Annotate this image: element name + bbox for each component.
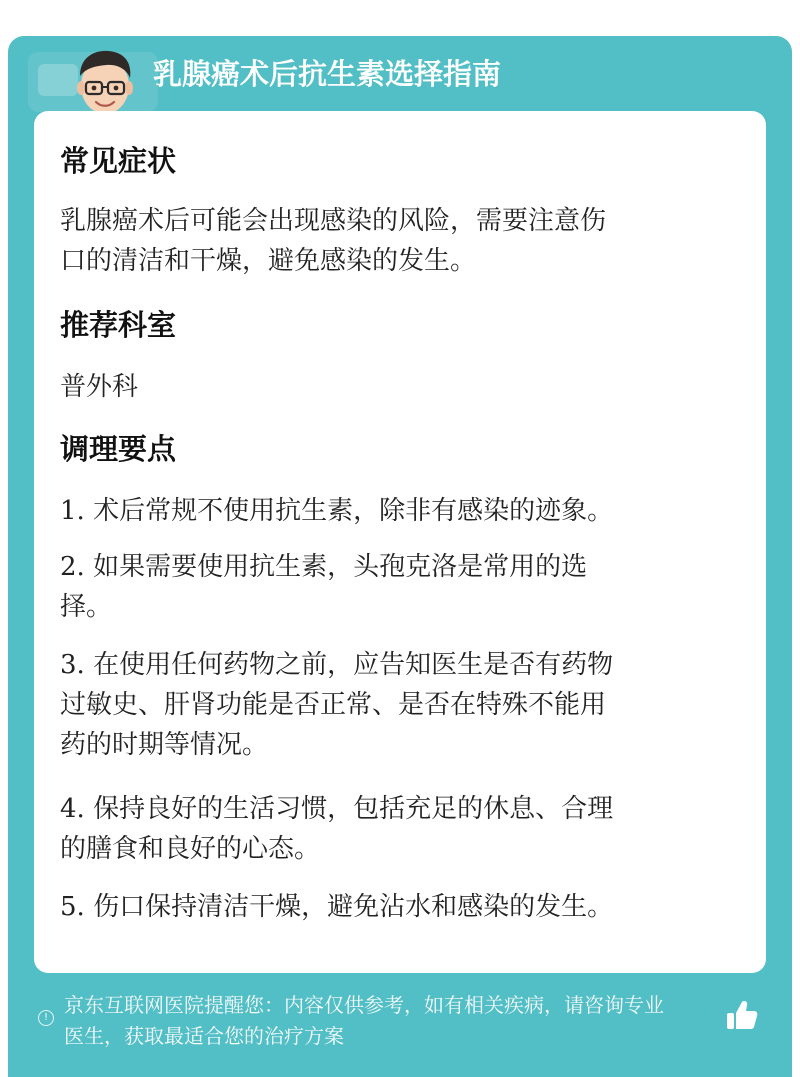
- care-item-text: 的膳食和良好的心态。: [60, 834, 321, 864]
- disclaimer-text: [64, 990, 724, 1052]
- section-title-symptoms: 常见症状: [60, 144, 177, 178]
- care-item-number: 4.: [60, 794, 85, 824]
- care-item: [60, 789, 740, 869]
- care-item-number: 5.: [60, 892, 85, 922]
- symptoms-line: 口的清洁和干燥，避免感染的发生。: [60, 246, 477, 276]
- thumbs-up-icon[interactable]: [724, 998, 760, 1034]
- disclaimer-line: 医生，获取最适合您的治疗方案: [64, 1024, 344, 1048]
- care-item-text: 择。: [60, 592, 113, 622]
- care-item-text: 保持良好的生活习惯，包括充足的休息、合理: [93, 794, 614, 824]
- content-card: [34, 111, 766, 973]
- care-item-number: 1.: [60, 496, 85, 526]
- footer-disclaimer: [8, 984, 792, 1064]
- care-item-text: 伤口保持清洁干燥，避免沾水和感染的发生。: [93, 892, 614, 922]
- disclaimer-line: 京东互联网医院提醒您：内容仅供参考，如有相关疾病，请咨询专业: [64, 993, 664, 1017]
- info-icon: !: [38, 1010, 54, 1026]
- care-item: [60, 645, 740, 765]
- symptoms-text: [60, 201, 740, 281]
- care-item-text: 药的时期等情况。: [60, 730, 269, 760]
- care-item-number: 3.: [60, 650, 85, 680]
- guide-frame: [8, 36, 792, 1077]
- care-item: [60, 491, 740, 531]
- care-item-text: 在使用任何药物之前，应告知医生是否有药物: [93, 650, 614, 680]
- care-item: [60, 547, 740, 627]
- section-title-care: 调理要点: [60, 432, 177, 466]
- care-item-number: 2.: [60, 552, 85, 582]
- symptoms-line: 乳腺癌术后可能会出现感染的风险，需要注意伤: [60, 206, 607, 236]
- section-title-department: 推荐科室: [60, 308, 177, 342]
- care-item: [60, 887, 740, 927]
- care-item-text: 术后常规不使用抗生素，除非有感染的迹象。: [93, 496, 614, 526]
- care-item-text: 过敏史、肝肾功能是否正常、是否在特殊不能用: [60, 690, 607, 720]
- care-item-text: 如果需要使用抗生素，头孢克洛是常用的选: [93, 552, 588, 582]
- department-text: 普外科: [60, 372, 139, 402]
- page-title: 乳腺癌术后抗生素选择指南: [153, 57, 502, 91]
